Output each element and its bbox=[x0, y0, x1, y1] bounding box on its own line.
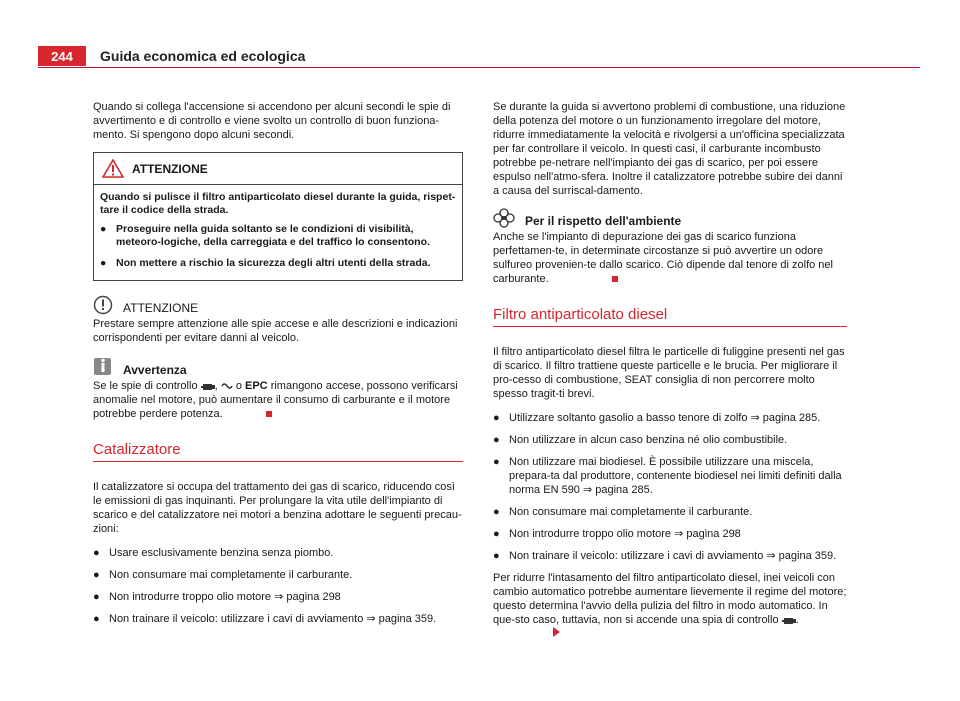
list-item: ● Non trainare il veicolo: utilizzare i cavi di avviamento ⇒ pagina 359. bbox=[493, 550, 837, 562]
list-item: ● Non consumare mai completamente il carburante. bbox=[493, 506, 753, 518]
list-item: ● Non trainare il veicolo: utilizzare i cavi di avviamento ⇒ pagina 359. bbox=[93, 613, 437, 625]
engine-warning-icon bbox=[782, 616, 796, 625]
warning-box-body bbox=[94, 185, 462, 280]
note-text: Se le spie di controllo , o EPC rimangono accese, possono verificarsi anomalie nel motore, può aumentare il consumo di carburante e il motore potrebbe perdere potenza. bbox=[93, 380, 458, 420]
list-item: ● Non introdurre troppo olio motore ⇒ pagina 298 bbox=[93, 591, 341, 603]
exclamation-circle-icon bbox=[93, 295, 113, 315]
flower-environment-icon bbox=[493, 208, 515, 228]
section-title-catalizzatore: Catalizzatore bbox=[93, 443, 463, 462]
section-title-filtro: Filtro antiparticolato diesel bbox=[493, 308, 847, 327]
right-intro-paragraph: Se durante la guida si avvertono problemi di combustione, una riduzione della potenza del motore o un funzionamento irregolare del motore, ridurre immediatamente la velocità e rivolgersi a un'officina specializzata per far controllare il veicolo. In questi casi, il carburante incombusto potrebbe pe-netrare nell'impianto dei gas di scarico, per poi essere espulso nell'atmo-sfera. Inoltre il catalizzatore potrebbe subire dei danni a causa del surriscal-damento. bbox=[493, 101, 846, 197]
warning-lead: Quando si pulisce il filtro antiparticolato diesel durante la guida, rispet-tare il codice della strada. bbox=[100, 191, 456, 216]
warning-box-header bbox=[94, 153, 462, 185]
attention-text: Prestare sempre attenzione alle spie accese e alle descrizioni e indicazioni corrispondenti per evitare danni al veicolo. bbox=[93, 318, 458, 344]
warning-box bbox=[93, 152, 463, 281]
end-marker bbox=[612, 276, 618, 282]
note-title: Avvertenza bbox=[123, 363, 187, 377]
list-item: ● Utilizzare soltanto gasolio a basso tenore di zolfo ⇒ pagina 285. bbox=[493, 412, 821, 424]
warning-box-title: ATTENZIONE bbox=[132, 161, 208, 176]
environment-title: Per il rispetto dell'ambiente bbox=[525, 214, 682, 228]
page-number: 244 bbox=[38, 46, 86, 66]
list-item: ● Proseguire nella guida soltanto se le condizioni di visibilità, meteoro-logiche, della carreggiata e del traffico lo consentono. bbox=[100, 223, 430, 248]
filter-paragraph: Il filtro antiparticolato diesel filtra le particelle di fuliggine presenti nel gas di scarico. Il filtro trattiene queste particelle e le brucia. Per migliorare il pro-cesso di combustione, SEAT consiglia di non percorrere molto spesso tragit-ti brevi. bbox=[493, 346, 845, 400]
list-item: ● Non introdurre troppo olio motore ⇒ pagina 298 bbox=[493, 528, 741, 540]
environment-text: Anche se l'impianto di depurazione dei gas di scarico funziona perfettamen-te, in determinate circostanze si può avvertire un odore sulfureo provenien-te dallo scarico. Ciò dipende dal tenore di zolfo nel carburante. bbox=[493, 231, 833, 285]
attention-title: ATTENZIONE bbox=[123, 301, 199, 315]
list-item: ● Non utilizzare mai biodiesel. È possibile utilizzare una miscela, prepara-ta dal produttore, contenente biodiesel nei limiti definiti dalla norma EN 590 ⇒ pagina 285. bbox=[493, 456, 842, 496]
outro-paragraph: Per ridurre l'intasamento del filtro antiparticolato diesel, inei veicoli con cambio automatico potrebbe aumentare lievemente il regime del motore; questo determina l'avvio della pulizia del filtro in modo automatico. In que-sto caso, tuttavia, non si accende una spia di controllo . bbox=[493, 571, 847, 641]
continue-arrow-icon bbox=[553, 627, 560, 637]
engine-warning-icon bbox=[201, 382, 215, 391]
page-title: Guida economica ed ecologica bbox=[100, 48, 306, 64]
right-column bbox=[493, 100, 847, 651]
header-divider bbox=[38, 67, 920, 68]
attention-header bbox=[93, 295, 463, 315]
list-item: ● Non utilizzare in alcun caso benzina né olio combustibile. bbox=[493, 434, 788, 446]
epc-icon: EPC bbox=[245, 380, 268, 392]
warning-triangle-icon bbox=[102, 159, 124, 178]
end-marker bbox=[266, 411, 272, 417]
environment-header bbox=[493, 208, 847, 228]
info-i-icon bbox=[93, 355, 113, 377]
list-item: ● Non mettere a rischio la sicurezza degli altri utenti della strada. bbox=[100, 257, 431, 269]
list-item: ● Non consumare mai completamente il carburante. bbox=[93, 569, 353, 581]
glow-plug-icon bbox=[221, 382, 233, 391]
list-item: ● Usare esclusivamente benzina senza piombo. bbox=[93, 547, 334, 559]
intro-paragraph: Quando si collega l'accensione si accendono per alcuni secondi le spie di avvertimento e di controllo e viene svolto un controllo di buon funziona-mento. Si spengono dopo alcuni secondi. bbox=[93, 101, 451, 141]
note-header bbox=[93, 355, 463, 377]
left-column bbox=[93, 100, 463, 634]
section-paragraph: Il catalizzatore si occupa del trattamento dei gas di scarico, riducendo così le emissioni di gas inquinanti. Per prolungare la vita utile dell'impianto di scarico e del catalizzatore nei motori a benzina adottare le seguenti precau-zioni: bbox=[93, 481, 462, 535]
